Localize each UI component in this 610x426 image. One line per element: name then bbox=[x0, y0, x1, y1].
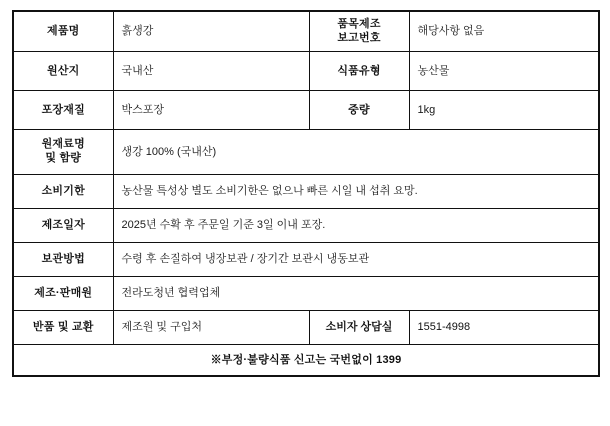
cell-label-weight: 중량 bbox=[309, 91, 409, 130]
cell-value-food-type: 농산물 bbox=[409, 52, 599, 91]
table-row bbox=[13, 277, 599, 311]
cell-label-return-exchange: 반품 및 교환 bbox=[13, 311, 113, 345]
cell-value-weight: 1kg bbox=[409, 91, 599, 130]
cell-value-return-exchange: 제조원 및 구입처 bbox=[113, 311, 309, 345]
cell-value-ingredients: 생강 100% (국내산) bbox=[113, 130, 599, 175]
cell-label-product-name: 제품명 bbox=[13, 11, 113, 52]
table-row bbox=[13, 209, 599, 243]
cell-value-manufacturer-seller: 전라도청년 협력업체 bbox=[113, 277, 599, 311]
cell-value-storage-method: 수령 후 손질하여 냉장보관 / 장기간 보관시 냉동보관 bbox=[113, 243, 599, 277]
cell-value-packaging-material: 박스포장 bbox=[113, 91, 309, 130]
table-row bbox=[13, 91, 599, 130]
cell-label-report-number bbox=[309, 11, 409, 52]
table-row bbox=[13, 52, 599, 91]
cell-value-consumer-center-phone: 1551-4998 bbox=[409, 311, 599, 345]
table-row bbox=[13, 243, 599, 277]
ingredients-label-line2: 및 함량 bbox=[45, 152, 82, 164]
cell-label-food-type: 식품유형 bbox=[309, 52, 409, 91]
cell-label-manufacturer-seller: 제조·판매원 bbox=[13, 277, 113, 311]
cell-value-origin: 국내산 bbox=[113, 52, 309, 91]
cell-label-consumer-center: 소비자 상담실 bbox=[309, 311, 409, 345]
cell-value-expiration: 농산물 특성상 별도 소비기한은 없으나 빠른 시일 내 섭취 요망. bbox=[113, 175, 599, 209]
cell-value-manufacture-date: 2025년 수확 후 주문일 기준 3일 이내 포장. bbox=[113, 209, 599, 243]
cell-label-packaging-material: 포장재질 bbox=[13, 91, 113, 130]
table-row bbox=[13, 11, 599, 52]
cell-label-expiration: 소비기한 bbox=[13, 175, 113, 209]
cell-label-ingredients bbox=[13, 130, 113, 175]
table-row-footer bbox=[13, 345, 599, 377]
footer-notice: ※부정·불량식품 신고는 국번없이 1399 bbox=[13, 345, 599, 377]
ingredients-label-line1: 원재료명 bbox=[41, 138, 85, 151]
cell-label-origin: 원산지 bbox=[13, 52, 113, 91]
table-row bbox=[13, 311, 599, 345]
cell-value-report-number: 해당사항 없음 bbox=[409, 11, 599, 52]
report-number-label-line1: 품목제조 bbox=[337, 17, 381, 30]
table-row bbox=[13, 130, 599, 175]
cell-value-product-name: 흙생강 bbox=[113, 11, 309, 52]
table-row bbox=[13, 175, 599, 209]
cell-label-manufacture-date: 제조일자 bbox=[13, 209, 113, 243]
cell-label-storage-method: 보관방법 bbox=[13, 243, 113, 277]
report-number-label-line2: 보고번호 bbox=[337, 31, 381, 44]
product-label-table bbox=[12, 10, 600, 377]
